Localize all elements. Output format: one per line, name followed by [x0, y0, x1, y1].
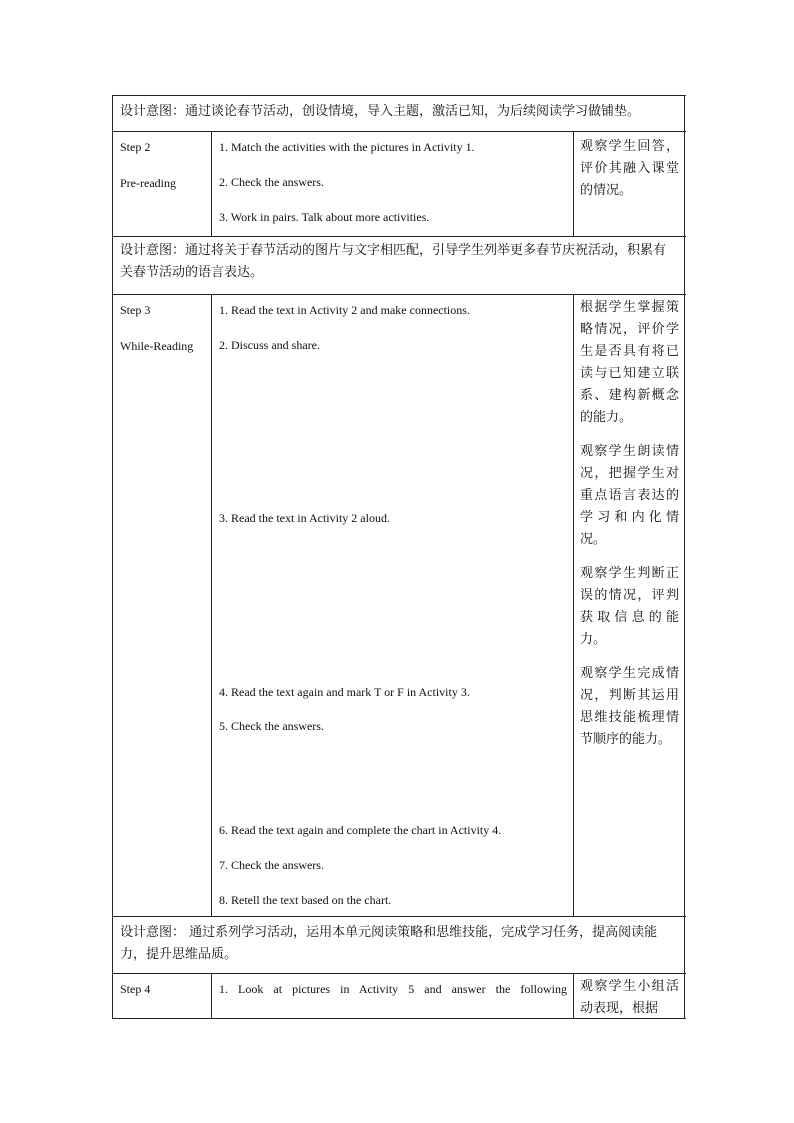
activity-item: 3. Read the text in Activity 2 aloud.	[219, 511, 390, 525]
design-intent-text: 设计意图：通过将关于春节活动的图片与文字相匹配，引导学生列举更多春节庆祝活动，积累有关春节活动的语言表达。	[113, 237, 685, 294]
step-label-cell	[113, 295, 212, 916]
evaluation-text: 根据学生掌握策略情况，评价学生是否具有将已读与已知建立联系、建构新概念的能力。	[580, 300, 679, 425]
activity-item: 5. Check the answers.	[219, 719, 324, 733]
step-row	[113, 295, 686, 917]
step-row	[113, 132, 686, 237]
evaluation-text: 观察学生朗读情况，把握学生对重点语言表达的学习和内化情况。	[580, 444, 679, 547]
activities-cell	[212, 295, 574, 916]
activity-item: 2. Check the answers.	[219, 175, 324, 189]
design-intent-text: 设计意图： 通过系列学习活动，运用本单元阅读策略和思维技能，完成学习任务，提高阅读能力，提升思维品质。	[113, 917, 685, 973]
activity-item: 7. Check the answers.	[219, 858, 324, 872]
step-label: Step 3	[120, 303, 151, 317]
activities-cell	[212, 132, 574, 236]
step-label: Step 4	[120, 982, 151, 996]
evaluation-text: 观察学生判断正误的情况，评判获取信息的能力。	[580, 566, 679, 647]
step-label-cell	[113, 132, 212, 236]
design-intent-row	[113, 96, 686, 132]
activity-item: 2. Discuss and share.	[219, 338, 320, 352]
step-label: Step 2	[120, 140, 151, 154]
design-intent-row	[113, 237, 686, 295]
step-row	[113, 974, 686, 1019]
activity-item: 6. Read the text again and complete the chart in Activity 4.	[219, 823, 502, 837]
activity-item: 1. Look at pictures in Activity 5 and answer the following	[219, 982, 567, 996]
evaluation-cell	[574, 974, 685, 1018]
evaluation-text: 观察学生回答，评价其融入课堂的情况。	[580, 139, 679, 198]
evaluation-cell	[574, 295, 685, 916]
design-intent-text: 设计意图：通过谈论春节活动，创设情境，导入主题，激活已知，为后续阅读学习做铺垫。	[113, 96, 685, 131]
activity-item: 1. Match the activities with the pictures in Activity 1.	[219, 140, 475, 154]
step-phase: While-Reading	[120, 339, 194, 353]
lesson-plan-table	[112, 95, 686, 1019]
design-intent-row	[113, 917, 686, 974]
evaluation-cell	[574, 132, 685, 236]
activity-item: 1. Read the text in Activity 2 and make connections.	[219, 303, 470, 317]
evaluation-text: 观察学生小组活动表现，根据	[580, 979, 679, 1016]
activity-item: 8. Retell the text based on the chart.	[219, 893, 392, 907]
evaluation-text: 观察学生完成情况，判断其运用思维技能梳理情节顺序的能力。	[580, 666, 679, 747]
step-label-cell	[113, 974, 212, 1018]
activity-item: 3. Work in pairs. Talk about more activities.	[219, 210, 430, 224]
activity-item: 4. Read the text again and mark T or F in Activity 3.	[219, 685, 470, 699]
step-phase: Pre-reading	[120, 176, 176, 190]
activities-cell	[212, 974, 574, 1018]
